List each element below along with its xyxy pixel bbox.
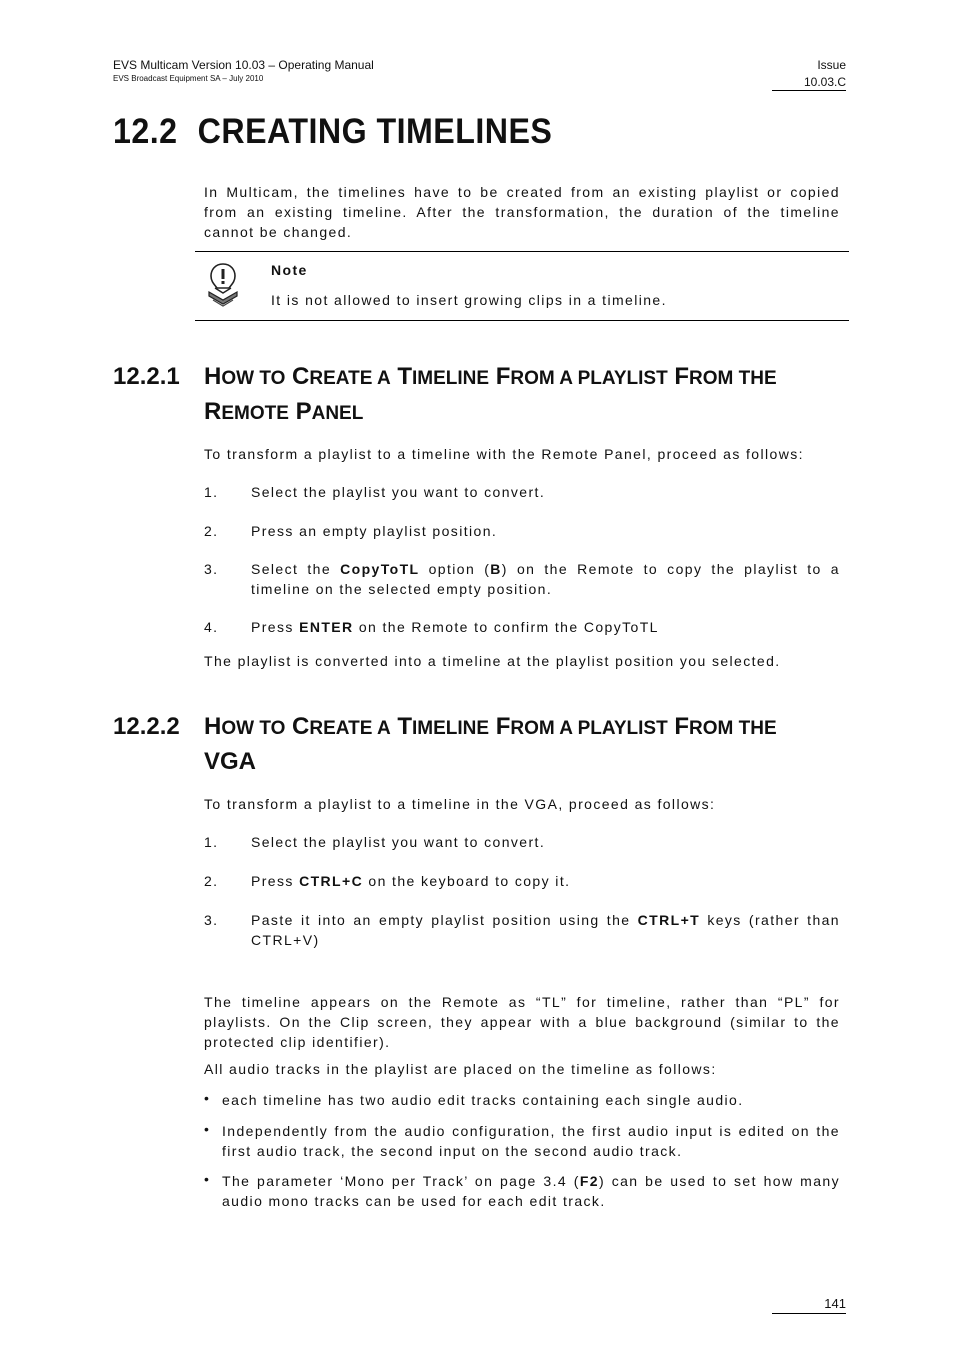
subsection-heading-2 — [113, 710, 853, 776]
step-number: 2. — [204, 523, 219, 539]
step-number: 1. — [204, 484, 219, 500]
section-number: 12.2 — [113, 112, 178, 151]
subsection-title-line2: VGA — [204, 748, 257, 775]
issue-label: Issue — [817, 58, 846, 72]
issue-value: 10.03.C — [772, 75, 846, 91]
section-heading — [113, 112, 552, 152]
step-text: Press ENTER on the Remote to confirm the CopyToTL — [251, 619, 659, 635]
note-title: Note — [271, 262, 308, 278]
step-number: 3. — [204, 561, 219, 577]
bullet-icon: • — [204, 1171, 209, 1187]
step-number: 3. — [204, 912, 219, 928]
subsection-title-line1: HOW TO CREATE A TIMELINE FROM A PLAYLIST FROM THE — [204, 363, 777, 390]
subsection-1-intro: To transform a playlist to a timeline with the Remote Panel, proceed as follows: — [204, 446, 804, 462]
subsection-1-outro: The playlist is converted into a timeline at the playlist position you selected. — [204, 653, 781, 669]
subsection-2-intro: To transform a playlist to a timeline in the VGA, proceed as follows: — [204, 796, 716, 812]
subsection-number: 12.2.2 — [113, 713, 180, 740]
subsection-title-line2: REMOTE PANEL — [204, 398, 364, 425]
step-text: Select the playlist you want to convert. — [251, 484, 546, 500]
bullet-text: The parameter ‘Mono per Track’ on page 3.4 (F2) can be used to set how many audio mono tracks can be used for each edit track. — [222, 1173, 840, 1209]
step-text: Paste it into an empty playlist position using the CTRL+T keys (rather than CTRL+V) — [251, 912, 840, 948]
subsection-title-line1: HOW TO CREATE A TIMELINE FROM A PLAYLIST FROM THE — [204, 713, 777, 740]
note-text: It is not allowed to insert growing clips in a timeline. — [271, 292, 667, 308]
note-box — [195, 251, 849, 321]
step-number: 1. — [204, 834, 219, 850]
step-text: Select the CopyToTL option (B) on the Remote to copy the playlist to a timeline on the selected empty position. — [251, 561, 840, 597]
bullet-text: each timeline has two audio edit tracks containing each single audio. — [222, 1092, 744, 1108]
audio-tracks-paragraph: All audio tracks in the playlist are placed on the timeline as follows: — [204, 1061, 717, 1077]
step-text: Select the playlist you want to convert. — [251, 834, 546, 850]
bullet-icon: • — [204, 1090, 209, 1106]
note-pen-icon — [205, 262, 241, 308]
step-number: 2. — [204, 873, 219, 889]
step-text: Press an empty playlist position. — [251, 523, 498, 539]
running-header-title: EVS Multicam Version 10.03 – Operating Manual — [113, 58, 374, 72]
page-number: 141 — [772, 1296, 846, 1314]
step-text: Press CTRL+C on the keyboard to copy it. — [251, 873, 571, 889]
timeline-appearance-paragraph: The timeline appears on the Remote as “TL” for timeline, rather than “PL” for playlists. On the Clip screen, they appear with a blue background (similar to the protected clip identifier). — [204, 994, 840, 1050]
bullet-icon: • — [204, 1121, 209, 1137]
step-number: 4. — [204, 619, 219, 635]
running-header-company: EVS Broadcast Equipment SA – July 2010 — [113, 74, 264, 83]
section-title: CREATING TIMELINES — [197, 112, 553, 151]
subsection-heading-1 — [113, 360, 853, 426]
bullet-text: Independently from the audio configuration, the first audio input is edited on the first audio track, the second input on the second audio track. — [222, 1123, 840, 1159]
subsection-number: 12.2.1 — [113, 363, 180, 390]
section-intro: In Multicam, the timelines have to be created from an existing playlist or copied from an existing timeline. After the transformation, the duration of the timeline cannot be changed. — [204, 184, 840, 240]
